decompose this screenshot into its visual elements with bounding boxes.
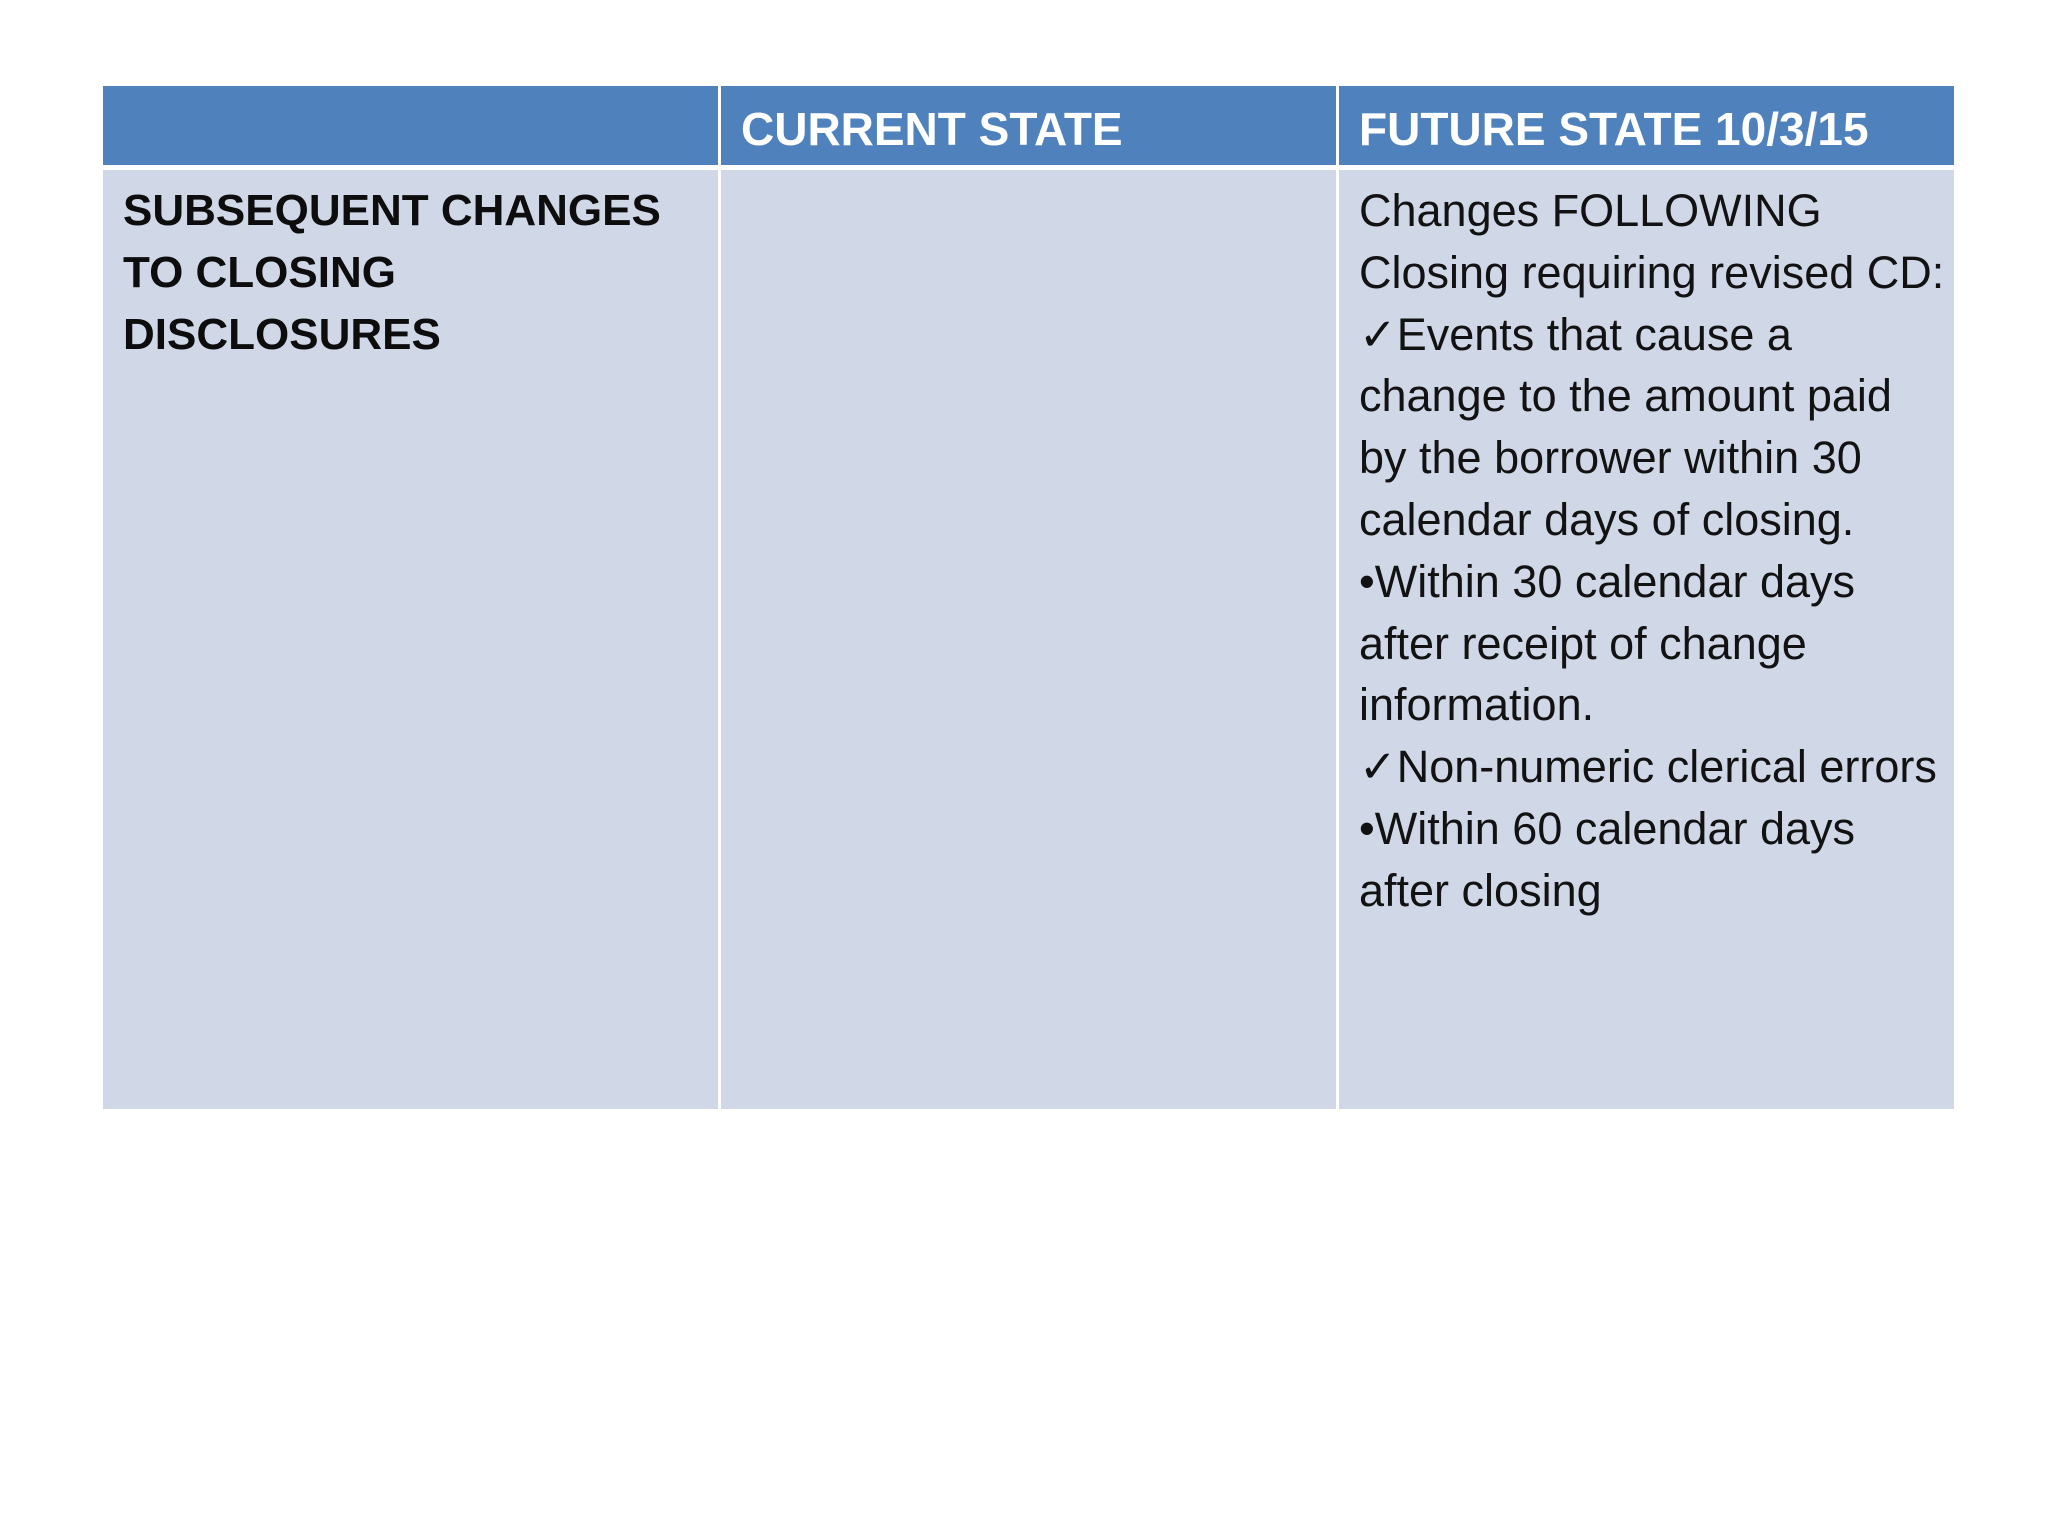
comparison-table <box>103 86 1954 1116</box>
future-state-item-text: Events that cause a change to the amount paid by the borrower within 30 calendar days of closing. <box>1359 308 1892 545</box>
future-state-item-text: Non-numeric clerical errors <box>1396 741 1937 793</box>
checkmark-icon: ✓ <box>1359 308 1397 360</box>
row-label-subsequent-changes: SUBSEQUENT CHANGES TO CLOSING DISCLOSURES <box>103 170 718 1109</box>
future-state-item <box>1359 304 1946 551</box>
future-state-intro: Changes FOLLOWING Closing requiring revised CD: <box>1359 185 1945 298</box>
header-cell-empty <box>103 86 718 165</box>
future-state-cell <box>1339 170 1954 1109</box>
future-state-item <box>1359 736 1946 798</box>
future-state-item-text: Within 60 calendar days after closing <box>1359 802 1856 916</box>
header-current-state: CURRENT STATE <box>721 86 1336 165</box>
checkmark-icon: ✓ <box>1359 741 1397 793</box>
bullet-icon: • <box>1359 555 1375 607</box>
header-future-state: FUTURE STATE 10/3/15 <box>1339 86 1954 165</box>
bullet-icon: • <box>1359 802 1375 854</box>
future-state-item-text: Within 30 calendar days after receipt of change information. <box>1359 555 1856 731</box>
future-state-item <box>1359 551 1946 736</box>
future-state-item <box>1359 798 1946 922</box>
current-state-cell <box>721 170 1336 1109</box>
